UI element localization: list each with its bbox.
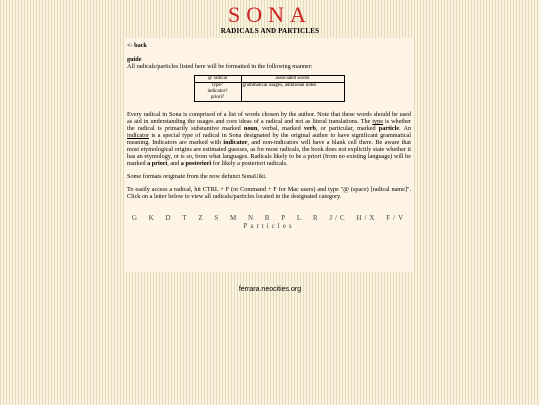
particle-term: particle	[378, 125, 400, 132]
letter-link-l[interactable]: L	[296, 214, 305, 222]
format-table-cell-meta	[194, 83, 241, 102]
letter-link-fv[interactable]: F/V	[386, 214, 407, 222]
noun-term: noun	[243, 125, 258, 132]
letter-link-n[interactable]: N	[247, 214, 257, 222]
verb-term: verb	[303, 125, 316, 132]
back-link[interactable]: <- back	[127, 42, 147, 49]
indicator-term: indicator	[127, 132, 149, 139]
format-table-header-radical: @ radical	[194, 76, 241, 83]
format-table-header-associated: associated words	[241, 76, 344, 83]
sonauiki-note: Some formats originate from the now defunct SonaUiki.	[127, 173, 267, 180]
letter-link-p[interactable]: P	[281, 214, 289, 222]
site-footer: ferrara.neocities.org	[238, 286, 302, 293]
letter-link-t[interactable]: T	[182, 214, 190, 222]
apriori-term: a priori	[147, 160, 168, 167]
guide-heading: guide	[127, 56, 142, 63]
site-title: SONA	[228, 2, 312, 27]
format-table-type: type?	[212, 83, 223, 88]
format-table	[194, 75, 345, 102]
letter-link-r[interactable]: R	[312, 214, 321, 222]
content-panel	[124, 38, 414, 272]
type-term: type	[372, 118, 383, 125]
letter-link-m[interactable]: M	[230, 214, 240, 222]
format-table-priori: priori?	[210, 95, 225, 100]
letter-link-g[interactable]: G	[131, 214, 140, 222]
letter-link-s[interactable]: S	[214, 214, 222, 222]
guide-intro: All radicals/particles listed here will be formatted in the following manner:	[127, 63, 313, 70]
aposteriori-term: a posteriori	[180, 160, 212, 167]
indicator-bold-term: indicator	[223, 139, 248, 146]
letter-index	[127, 214, 411, 230]
format-table-indicator: indicator?	[207, 89, 228, 94]
search-instructions: To easily access a radical, hit CTRL + F (or Command + F for Mac users) and type "@ (space) [radical name]". Click on a letter below to view all radicals/particles located in the designated category.	[127, 186, 411, 200]
letter-link-b[interactable]: B	[264, 214, 273, 222]
letter-link-d[interactable]: D	[165, 214, 174, 222]
letter-link-k[interactable]: K	[148, 214, 157, 222]
letter-link-z[interactable]: Z	[198, 214, 206, 222]
letter-link-particles[interactable]: Particles	[243, 222, 295, 230]
letter-link-hx[interactable]: H/X	[356, 214, 378, 222]
site-subtitle: RADICALS AND PARTICLES	[220, 27, 320, 35]
explanation-paragraph: Every radical in Sona is comprised of a list of words chosen by the author. Note that these words should be used as aid in understanding the usages and core ideas of a radical and not as literal translations. The type is whether the radical is primarily substantive marked noun, verbal, marked verb, or particular, marked particle. An indicator is a special type of radical in Sona designated by the original author to have significant grammatical meaning. Indicators are marked with indicator, and non-indicators will have a blank cell there. Be aware that most etymological origins are estimated guesses, as for most radicals, the book does not explicitly state whether it has an etymology, or is so, from what languages. Radicals likely to be a priori (from no existing language) will be marked a priori, and a posteriori for likely a posteriori radicals.	[127, 111, 412, 167]
format-table-cell-notes: grammatical usages, additional notes	[241, 83, 344, 102]
letter-link-jc[interactable]: J/C	[329, 214, 348, 222]
